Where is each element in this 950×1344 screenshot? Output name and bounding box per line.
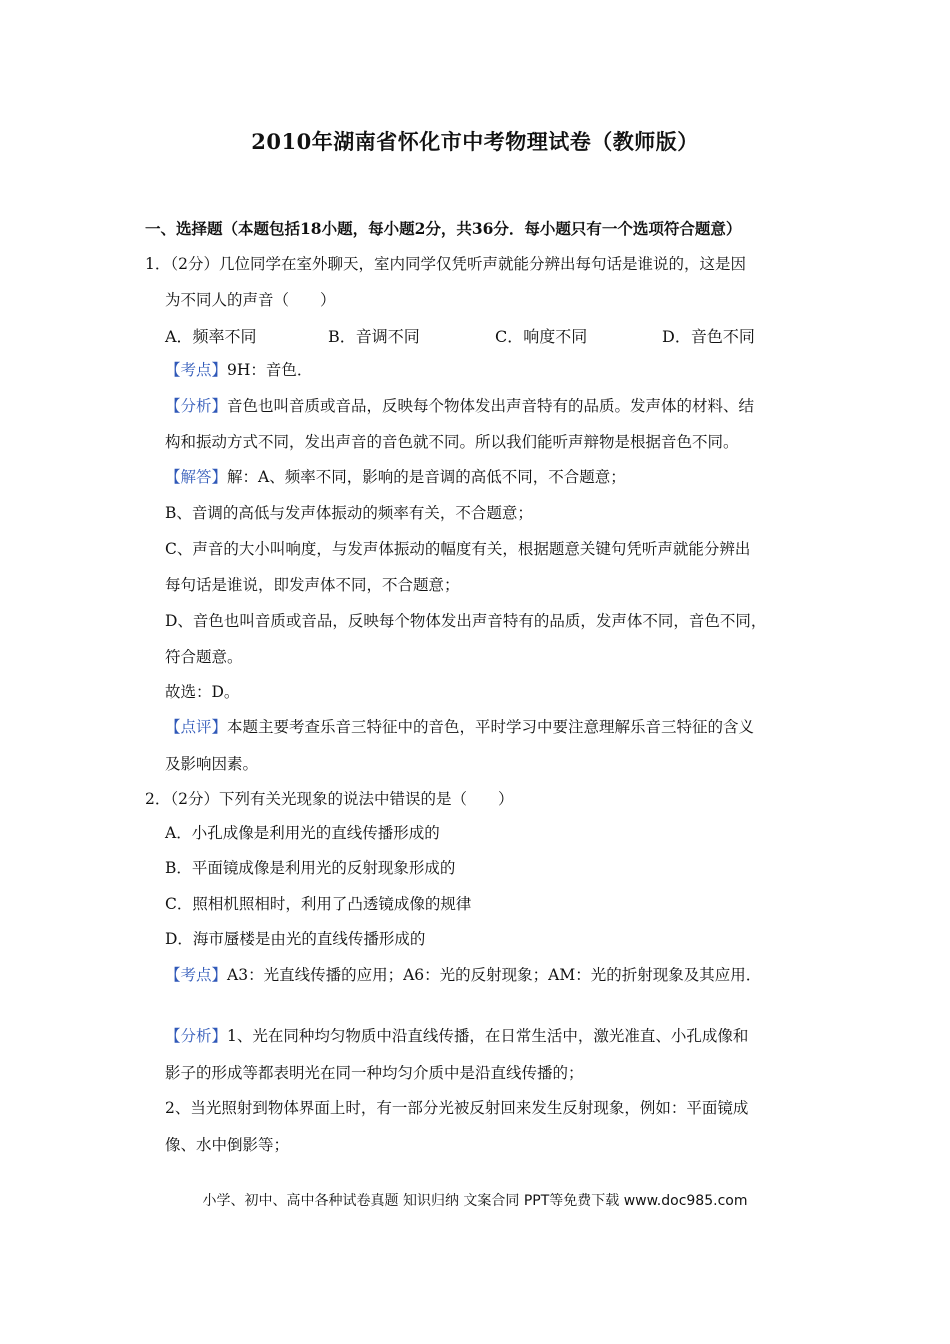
q2-fenxi-line2: 影子的形成等都表明光在同一种均匀介质中是沿直线传播的； [165, 1064, 584, 1082]
q1-option-c: C．响度不同 [495, 327, 588, 346]
q1-dianping-line1 [165, 716, 754, 738]
q2-kaodian-text: A3：光直线传播的应用；A6：光的反射现象；AM：光的折射现象及其应用． [227, 966, 762, 984]
q1-fenxi-text1: 音色也叫音质或音品，反映每个物体发出声音特有的品质。发声体的材料、结 [227, 397, 755, 415]
q2-kaodian-tag: 【考点】 [165, 966, 228, 984]
q1-option-b: B．音调不同 [328, 327, 420, 346]
q2-fenxi-text1: 1、光在同种均匀物质中沿直线传播，在日常生活中，激光准直、小孔成像和 [227, 1027, 749, 1045]
q2-fenxi-line3: 2、当光照射到物体界面上时，有一部分光被反射回来发生反射现象，例如：平面镜成 [165, 1099, 749, 1117]
q2-option-d: D．海市蜃楼是由光的直线传播形成的 [165, 930, 426, 948]
q1-jieda-text1: 解：A、频率不同，影响的是音调的高低不同，不合题意； [227, 468, 626, 486]
q1-options [165, 324, 865, 346]
q2-kaodian [165, 964, 761, 986]
q1-option-a: A．频率不同 [165, 327, 257, 346]
q2-fenxi-tag: 【分析】 [165, 1027, 228, 1045]
q2-option-c: C．照相机照相时，利用了凸透镜成像的规律 [165, 895, 472, 913]
q2-stem: 2．（2分）下列有关光现象的说法中错误的是（ ） [145, 790, 514, 808]
q2-option-a: A．小孔成像是利用光的直线传播形成的 [165, 824, 440, 842]
q1-dianping-text1: 本题主要考查乐音三特征中的音色，平时学习中要注意理解乐音三特征的含义 [227, 718, 755, 736]
q1-jieda-line1 [165, 466, 626, 488]
q1-option-d: D．音色不同 [662, 327, 755, 346]
q1-jieda-d2: 符合题意。 [165, 648, 243, 666]
q1-dianping-line2: 及影响因素。 [165, 755, 259, 773]
q1-jieda-d1: D、音色也叫音质或音品，反映每个物体发出声音特有的品质，发声体不同，音色不同， [165, 612, 767, 630]
q2-fenxi-line1 [165, 1025, 748, 1047]
q1-dianping-tag: 【点评】 [165, 718, 228, 736]
q1-kaodian [165, 359, 312, 381]
q1-jieda-tag: 【解答】 [165, 468, 228, 486]
q1-kaodian-text: 9H：音色． [227, 361, 313, 379]
q1-answer: 故选：D。 [165, 683, 240, 701]
section-heading: 一、选择题（本题包括18小题，每小题2分，共36分．每小题只有一个选项符合题意） [145, 219, 742, 238]
q1-jieda-c2: 每句话是谁说，即发声体不同，不合题意； [165, 576, 460, 594]
q2-option-b: B．平面镜成像是利用光的反射现象形成的 [165, 859, 456, 877]
q1-kaodian-tag: 【考点】 [165, 361, 228, 379]
q1-fenxi-line2: 构和振动方式不同，发出声音的音色就不同。所以我们能听声辩物是根据音色不同。 [165, 433, 739, 451]
q1-stem-line2: 为不同人的声音（ ） [165, 291, 336, 309]
q1-jieda-c1: C、声音的大小叫响度，与发声体振动的幅度有关，根据题意关键句凭听声就能分辨出 [165, 540, 751, 558]
q1-stem-line1: 1．（2分）几位同学在室外聊天，室内同学仅凭听声就能分辨出每句话是谁说的，这是因 [145, 255, 746, 273]
page-title: 2010年湖南省怀化市中考物理试卷（教师版） [251, 129, 699, 154]
q2-fenxi-line4: 像、水中倒影等； [165, 1136, 290, 1154]
q1-fenxi-line1 [165, 395, 754, 417]
page-footer: 小学、初中、高中各种试卷真题 知识归纳 文案合同 PPT等免费下载 www.doc985.com [202, 1193, 748, 1209]
q1-fenxi-tag: 【分析】 [165, 397, 228, 415]
q1-jieda-b: B、音调的高低与发声体振动的频率有关，不合题意； [165, 504, 533, 522]
